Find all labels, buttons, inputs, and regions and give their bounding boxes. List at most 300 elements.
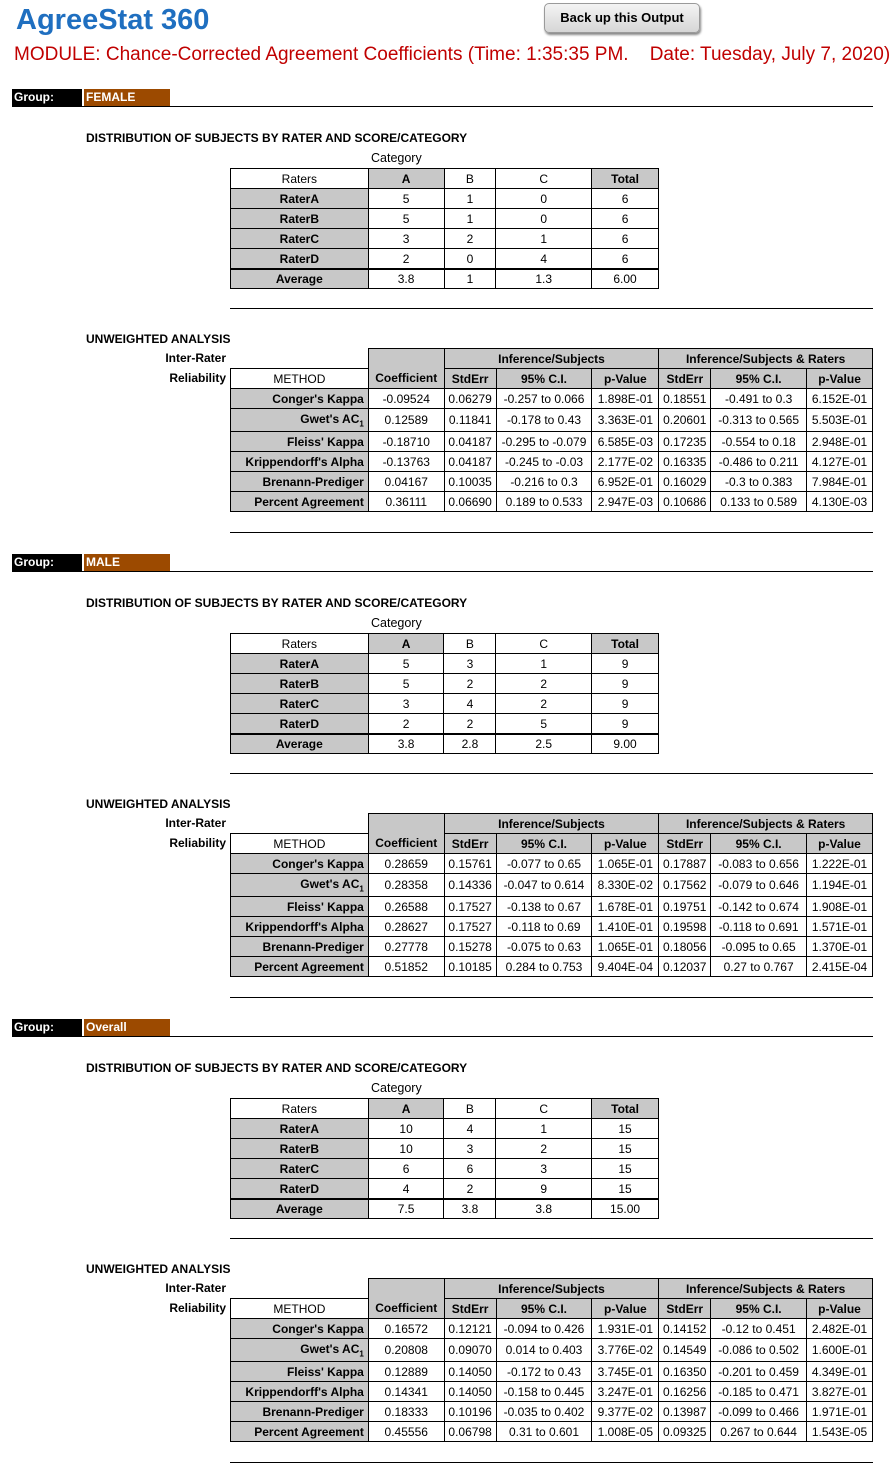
coefficient-value: 0.12589 xyxy=(368,409,444,432)
coefficient-value: 0.28659 xyxy=(368,854,444,874)
method-header: METHOD xyxy=(231,1299,369,1319)
section-divider xyxy=(230,1462,873,1463)
rater-row xyxy=(231,674,659,694)
ci-raters: -0.142 to 0.674 xyxy=(711,897,807,917)
average-a: 3.8 xyxy=(368,269,444,289)
rater-row xyxy=(231,694,659,714)
coefficient-value: 0.14341 xyxy=(368,1382,444,1402)
pvalue-raters: 2.415E-04 xyxy=(807,957,873,977)
agreement-results-table xyxy=(230,1278,873,1442)
method-row xyxy=(231,917,873,937)
method-row xyxy=(231,1422,873,1442)
stderr-header: StdErr xyxy=(444,369,496,389)
method-row xyxy=(231,1339,873,1362)
count-total: 6 xyxy=(592,209,659,229)
count-b: 6 xyxy=(444,1159,496,1179)
ci-raters: 0.267 to 0.644 xyxy=(711,1422,807,1442)
method-name: Fleiss' Kappa xyxy=(231,897,369,917)
ci-subjects: -0.257 to 0.066 xyxy=(496,389,592,409)
stderr-header: StdErr xyxy=(444,834,496,854)
stderr-raters: 0.16029 xyxy=(659,472,711,492)
ci-subjects: -0.245 to -0.03 xyxy=(496,452,592,472)
stderr-subjects: 0.06690 xyxy=(444,492,496,512)
rater-row xyxy=(231,714,659,735)
count-b: 2 xyxy=(444,674,496,694)
category-a-header: A xyxy=(368,634,444,654)
count-b: 4 xyxy=(444,694,496,714)
unweighted-title: UNWEIGHTED ANALYSIS xyxy=(86,1262,231,1276)
group-divider xyxy=(12,571,873,572)
average-row xyxy=(231,269,659,289)
module-line: MODULE: Chance-Corrected Agreement Coefficients (Time: 1:35:35 PM. Date: Tuesday, July 7, 2020) xyxy=(14,44,891,65)
method-name: Krippendorff's Alpha xyxy=(231,452,369,472)
group-label: Group: xyxy=(12,1019,82,1036)
count-a: 4 xyxy=(368,1179,444,1200)
count-c: 2 xyxy=(496,694,592,714)
results-group-header-row xyxy=(231,1279,873,1299)
rater-name: RaterC xyxy=(231,229,369,249)
ci-subjects: -0.138 to 0.67 xyxy=(496,897,592,917)
ci-raters: -0.185 to 0.471 xyxy=(711,1382,807,1402)
count-total: 15 xyxy=(592,1179,659,1200)
results-group-header-row xyxy=(231,349,873,369)
method-row xyxy=(231,854,873,874)
count-a: 5 xyxy=(368,674,444,694)
ci-raters: -0.118 to 0.691 xyxy=(711,917,807,937)
inference-subjects-raters-header: Inference/Subjects & Raters xyxy=(659,814,873,834)
group-name: MALE xyxy=(84,554,170,571)
inter-rater-label: Inter-Rater Reliability xyxy=(165,816,226,850)
pvalue-subjects: 6.952E-01 xyxy=(592,472,659,492)
results-header-row xyxy=(231,1299,873,1319)
count-a: 10 xyxy=(368,1119,444,1139)
count-b: 3 xyxy=(444,654,496,674)
rater-row xyxy=(231,1119,659,1139)
method-header: METHOD xyxy=(231,369,369,389)
stderr-raters: 0.20601 xyxy=(659,409,711,432)
distribution-header-row xyxy=(231,169,659,189)
stderr-raters: 0.12037 xyxy=(659,957,711,977)
section-divider xyxy=(230,997,873,998)
app-title: AgreeStat 360 xyxy=(16,4,210,36)
average-row xyxy=(231,734,659,754)
count-total: 9 xyxy=(592,694,659,714)
results-header-row xyxy=(231,834,873,854)
ci-raters: -0.095 to 0.65 xyxy=(711,937,807,957)
method-row xyxy=(231,472,873,492)
distribution-title: DISTRIBUTION OF SUBJECTS BY RATER AND SCORE/CATEGORY xyxy=(86,596,468,610)
pvalue-subjects: 1.931E-01 xyxy=(592,1319,659,1339)
count-total: 15 xyxy=(592,1159,659,1179)
ci-subjects: -0.118 to 0.69 xyxy=(496,917,592,937)
count-a: 3 xyxy=(368,229,444,249)
coefficient-value: 0.16572 xyxy=(368,1319,444,1339)
rater-row xyxy=(231,654,659,674)
method-row xyxy=(231,492,873,512)
rater-row xyxy=(231,189,659,209)
stderr-subjects: 0.14050 xyxy=(444,1362,496,1382)
stderr-subjects: 0.11841 xyxy=(444,409,496,432)
pvalue-raters: 7.984E-01 xyxy=(807,472,873,492)
ci-raters: -0.491 to 0.3 xyxy=(711,389,807,409)
inference-subjects-header: Inference/Subjects xyxy=(444,814,659,834)
pvalue-raters: 1.908E-01 xyxy=(807,897,873,917)
group-header xyxy=(12,89,158,106)
distribution-header-row xyxy=(231,634,659,654)
section-divider xyxy=(230,532,873,533)
count-a: 5 xyxy=(368,209,444,229)
stderr-subjects: 0.09070 xyxy=(444,1339,496,1362)
pvalue-header: p-Value xyxy=(807,1299,873,1319)
distribution-table xyxy=(230,633,659,754)
total-header: Total xyxy=(592,1099,659,1119)
pvalue-header: p-Value xyxy=(807,834,873,854)
pvalue-subjects: 3.363E-01 xyxy=(592,409,659,432)
pvalue-raters: 5.503E-01 xyxy=(807,409,873,432)
pvalue-header: p-Value xyxy=(592,369,659,389)
pvalue-raters: 1.222E-01 xyxy=(807,854,873,874)
section-divider xyxy=(230,1238,873,1239)
average-total: 9.00 xyxy=(592,734,659,754)
stderr-subjects: 0.14336 xyxy=(444,874,496,897)
pvalue-subjects: 1.898E-01 xyxy=(592,389,659,409)
stderr-raters: 0.13987 xyxy=(659,1402,711,1422)
stderr-raters: 0.19598 xyxy=(659,917,711,937)
pvalue-raters: 4.127E-01 xyxy=(807,452,873,472)
method-name: Fleiss' Kappa xyxy=(231,1362,369,1382)
count-c: 5 xyxy=(496,714,592,735)
backup-output-button[interactable]: Back up this Output xyxy=(544,3,700,33)
method-name: Gwet's $AC_1$ xyxy=(231,874,369,897)
category-c-header: C xyxy=(496,169,592,189)
pvalue-subjects: 3.776E-02 xyxy=(592,1339,659,1362)
stderr-subjects: 0.10035 xyxy=(444,472,496,492)
count-b: 4 xyxy=(444,1119,496,1139)
pvalue-subjects: 1.008E-05 xyxy=(592,1422,659,1442)
coefficient-value: 0.28358 xyxy=(368,874,444,897)
group-section xyxy=(0,89,892,549)
method-row xyxy=(231,1382,873,1402)
group-label: Group: xyxy=(12,89,82,106)
ci-subjects: -0.158 to 0.445 xyxy=(496,1382,592,1402)
stderr-subjects: 0.15761 xyxy=(444,854,496,874)
count-total: 15 xyxy=(592,1119,659,1139)
stderr-raters: 0.17562 xyxy=(659,874,711,897)
stderr-subjects: 0.10185 xyxy=(444,957,496,977)
group-divider xyxy=(12,1036,873,1037)
category-label: Category xyxy=(371,616,422,630)
pvalue-subjects: 1.065E-01 xyxy=(592,854,659,874)
method-row xyxy=(231,937,873,957)
pvalue-raters: 6.152E-01 xyxy=(807,389,873,409)
method-name: Conger's Kappa xyxy=(231,389,369,409)
ci-header: 95% C.I. xyxy=(711,1299,807,1319)
stderr-header: StdErr xyxy=(659,369,711,389)
pvalue-subjects: 8.330E-02 xyxy=(592,874,659,897)
method-row xyxy=(231,957,873,977)
method-name: Brenann-Prediger xyxy=(231,937,369,957)
stderr-raters: 0.10686 xyxy=(659,492,711,512)
pvalue-raters: 1.971E-01 xyxy=(807,1402,873,1422)
stderr-subjects: 0.15278 xyxy=(444,937,496,957)
pvalue-subjects: 3.745E-01 xyxy=(592,1362,659,1382)
group-name: FEMALE xyxy=(84,89,170,106)
method-row xyxy=(231,897,873,917)
ci-raters: -0.313 to 0.565 xyxy=(711,409,807,432)
method-header: METHOD xyxy=(231,834,369,854)
ci-raters: 0.27 to 0.767 xyxy=(711,957,807,977)
coefficient-value: -0.13763 xyxy=(368,452,444,472)
group-section xyxy=(0,1019,892,1479)
count-total: 6 xyxy=(592,189,659,209)
method-name: Gwet's $AC_1$ xyxy=(231,409,369,432)
count-a: 10 xyxy=(368,1139,444,1159)
coefficient-header: Coefficient xyxy=(368,834,444,854)
rater-name: RaterD xyxy=(231,249,369,270)
pvalue-raters: 1.194E-01 xyxy=(807,874,873,897)
inter-rater-label: Inter-Rater Reliability xyxy=(165,351,226,385)
count-a: 5 xyxy=(368,189,444,209)
pvalue-subjects: 1.065E-01 xyxy=(592,937,659,957)
rater-row xyxy=(231,1179,659,1200)
distribution-header-row xyxy=(231,1099,659,1119)
average-c: 2.5 xyxy=(496,734,592,754)
ci-raters: -0.3 to 0.383 xyxy=(711,472,807,492)
ci-subjects: 0.31 to 0.601 xyxy=(496,1422,592,1442)
results-group-header-row xyxy=(231,814,873,834)
stderr-raters: 0.14152 xyxy=(659,1319,711,1339)
pvalue-raters: 1.571E-01 xyxy=(807,917,873,937)
method-row xyxy=(231,1319,873,1339)
raters-header: Raters xyxy=(231,634,369,654)
stderr-header: StdErr xyxy=(444,1299,496,1319)
group-label: Group: xyxy=(12,554,82,571)
stderr-raters: 0.14549 xyxy=(659,1339,711,1362)
pvalue-subjects: 6.585E-03 xyxy=(592,432,659,452)
method-name: Krippendorff's Alpha xyxy=(231,917,369,937)
category-a-header: A xyxy=(368,169,444,189)
average-total: 6.00 xyxy=(592,269,659,289)
count-b: 2 xyxy=(444,714,496,735)
stderr-raters: 0.16335 xyxy=(659,452,711,472)
coefficient-header: Coefficient xyxy=(368,1299,444,1319)
stderr-subjects: 0.04187 xyxy=(444,432,496,452)
category-b-header: B xyxy=(444,169,496,189)
rater-name: RaterA xyxy=(231,1119,369,1139)
count-b: 2 xyxy=(444,229,496,249)
section-divider xyxy=(230,308,873,309)
stderr-raters: 0.17235 xyxy=(659,432,711,452)
count-c: 2 xyxy=(496,674,592,694)
method-name: Brenann-Prediger xyxy=(231,1402,369,1422)
pvalue-subjects: 1.678E-01 xyxy=(592,897,659,917)
category-b-header: B xyxy=(444,634,496,654)
rater-name: RaterC xyxy=(231,694,369,714)
agreement-results-table xyxy=(230,348,873,512)
pvalue-subjects: 9.377E-02 xyxy=(592,1402,659,1422)
ci-raters: -0.083 to 0.656 xyxy=(711,854,807,874)
ci-subjects: -0.094 to 0.426 xyxy=(496,1319,592,1339)
ci-header: 95% C.I. xyxy=(711,369,807,389)
rater-row xyxy=(231,229,659,249)
coefficient-value: -0.18710 xyxy=(368,432,444,452)
count-b: 3 xyxy=(444,1139,496,1159)
unweighted-title: UNWEIGHTED ANALYSIS xyxy=(86,797,231,811)
agreement-results-table xyxy=(230,813,873,977)
average-b: 3.8 xyxy=(444,1199,496,1219)
ci-subjects: -0.216 to 0.3 xyxy=(496,472,592,492)
inference-subjects-header: Inference/Subjects xyxy=(444,1279,659,1299)
method-row xyxy=(231,432,873,452)
average-c: 1.3 xyxy=(496,269,592,289)
method-name: Krippendorff's Alpha xyxy=(231,1382,369,1402)
average-b: 1 xyxy=(444,269,496,289)
stderr-raters: 0.18551 xyxy=(659,389,711,409)
ci-subjects: -0.035 to 0.402 xyxy=(496,1402,592,1422)
ci-subjects: -0.047 to 0.614 xyxy=(496,874,592,897)
category-b-header: B xyxy=(444,1099,496,1119)
count-total: 15 xyxy=(592,1139,659,1159)
average-label: Average xyxy=(231,734,369,754)
rater-name: RaterD xyxy=(231,1179,369,1200)
coefficient-value: 0.27778 xyxy=(368,937,444,957)
count-a: 6 xyxy=(368,1159,444,1179)
average-a: 7.5 xyxy=(368,1199,444,1219)
average-label: Average xyxy=(231,269,369,289)
count-b: 1 xyxy=(444,209,496,229)
stderr-subjects: 0.17527 xyxy=(444,917,496,937)
coefficient-value: 0.18333 xyxy=(368,1402,444,1422)
ci-subjects: -0.178 to 0.43 xyxy=(496,409,592,432)
stderr-raters: 0.19751 xyxy=(659,897,711,917)
count-c: 9 xyxy=(496,1179,592,1200)
ci-raters: -0.486 to 0.211 xyxy=(711,452,807,472)
pvalue-raters: 2.948E-01 xyxy=(807,432,873,452)
method-row xyxy=(231,452,873,472)
ci-subjects: 0.284 to 0.753 xyxy=(496,957,592,977)
raters-header: Raters xyxy=(231,169,369,189)
ci-header: 95% C.I. xyxy=(496,834,592,854)
count-c: 1 xyxy=(496,1119,592,1139)
count-c: 4 xyxy=(496,249,592,270)
rater-row xyxy=(231,249,659,270)
coefficient-value: -0.09524 xyxy=(368,389,444,409)
stderr-raters: 0.18056 xyxy=(659,937,711,957)
ci-raters: -0.554 to 0.18 xyxy=(711,432,807,452)
stderr-subjects: 0.10196 xyxy=(444,1402,496,1422)
results-header-row xyxy=(231,369,873,389)
pvalue-raters: 1.370E-01 xyxy=(807,937,873,957)
ci-subjects: 0.014 to 0.403 xyxy=(496,1339,592,1362)
group-header xyxy=(12,554,158,571)
stderr-subjects: 0.04187 xyxy=(444,452,496,472)
section-divider xyxy=(230,773,873,774)
pvalue-subjects: 9.404E-04 xyxy=(592,957,659,977)
rater-name: RaterA xyxy=(231,654,369,674)
coefficient-value: 0.12889 xyxy=(368,1362,444,1382)
count-c: 0 xyxy=(496,209,592,229)
rater-name: RaterD xyxy=(231,714,369,735)
rater-name: RaterA xyxy=(231,189,369,209)
method-name: Brenann-Prediger xyxy=(231,472,369,492)
count-c: 1 xyxy=(496,654,592,674)
pvalue-subjects: 3.247E-01 xyxy=(592,1382,659,1402)
stderr-subjects: 0.14050 xyxy=(444,1382,496,1402)
coefficient-value: 0.20808 xyxy=(368,1339,444,1362)
pvalue-raters: 1.543E-05 xyxy=(807,1422,873,1442)
pvalue-header: p-Value xyxy=(807,369,873,389)
group-divider xyxy=(12,106,873,107)
method-name: Conger's Kappa xyxy=(231,1319,369,1339)
stderr-raters: 0.17887 xyxy=(659,854,711,874)
rater-row xyxy=(231,1159,659,1179)
pvalue-header: p-Value xyxy=(592,834,659,854)
stderr-raters: 0.16350 xyxy=(659,1362,711,1382)
method-name: Percent Agreement xyxy=(231,957,369,977)
ci-raters: -0.12 to 0.451 xyxy=(711,1319,807,1339)
count-total: 9 xyxy=(592,654,659,674)
coefficient-value: 0.45556 xyxy=(368,1422,444,1442)
pvalue-subjects: 2.177E-02 xyxy=(592,452,659,472)
distribution-table xyxy=(230,1098,659,1219)
inference-subjects-raters-header: Inference/Subjects & Raters xyxy=(659,349,873,369)
distribution-title: DISTRIBUTION OF SUBJECTS BY RATER AND SCORE/CATEGORY xyxy=(86,1061,468,1075)
total-header: Total xyxy=(592,169,659,189)
average-b: 2.8 xyxy=(444,734,496,754)
method-row xyxy=(231,409,873,432)
ci-subjects: -0.295 to -0.079 xyxy=(496,432,592,452)
method-name: Percent Agreement xyxy=(231,492,369,512)
distribution-table xyxy=(230,168,659,289)
average-row xyxy=(231,1199,659,1219)
ci-raters: -0.099 to 0.466 xyxy=(711,1402,807,1422)
ci-raters: -0.086 to 0.502 xyxy=(711,1339,807,1362)
coefficient-value: 0.28627 xyxy=(368,917,444,937)
stderr-raters: 0.16256 xyxy=(659,1382,711,1402)
average-a: 3.8 xyxy=(368,734,444,754)
inference-subjects-header: Inference/Subjects xyxy=(444,349,659,369)
coefficient-value: 0.04167 xyxy=(368,472,444,492)
stderr-raters: 0.09325 xyxy=(659,1422,711,1442)
average-total: 15.00 xyxy=(592,1199,659,1219)
group-name: Overall xyxy=(84,1019,170,1036)
stderr-subjects: 0.06798 xyxy=(444,1422,496,1442)
raters-header: Raters xyxy=(231,1099,369,1119)
coefficient-value: 0.51852 xyxy=(368,957,444,977)
coefficient-value: 0.36111 xyxy=(368,492,444,512)
stderr-subjects: 0.17527 xyxy=(444,897,496,917)
count-c: 2 xyxy=(496,1139,592,1159)
ci-subjects: 0.189 to 0.533 xyxy=(496,492,592,512)
count-a: 2 xyxy=(368,249,444,270)
method-row xyxy=(231,1362,873,1382)
pvalue-header: p-Value xyxy=(592,1299,659,1319)
unweighted-title: UNWEIGHTED ANALYSIS xyxy=(86,332,231,346)
count-b: 2 xyxy=(444,1179,496,1200)
count-b: 1 xyxy=(444,189,496,209)
ci-subjects: -0.075 to 0.63 xyxy=(496,937,592,957)
count-total: 9 xyxy=(592,714,659,735)
method-row xyxy=(231,389,873,409)
inter-rater-label: Inter-Rater Reliability xyxy=(165,1281,226,1315)
pvalue-raters: 4.130E-03 xyxy=(807,492,873,512)
method-row xyxy=(231,874,873,897)
count-total: 6 xyxy=(592,249,659,270)
distribution-title: DISTRIBUTION OF SUBJECTS BY RATER AND SCORE/CATEGORY xyxy=(86,131,468,145)
count-a: 5 xyxy=(368,654,444,674)
method-name: Conger's Kappa xyxy=(231,854,369,874)
count-a: 2 xyxy=(368,714,444,735)
